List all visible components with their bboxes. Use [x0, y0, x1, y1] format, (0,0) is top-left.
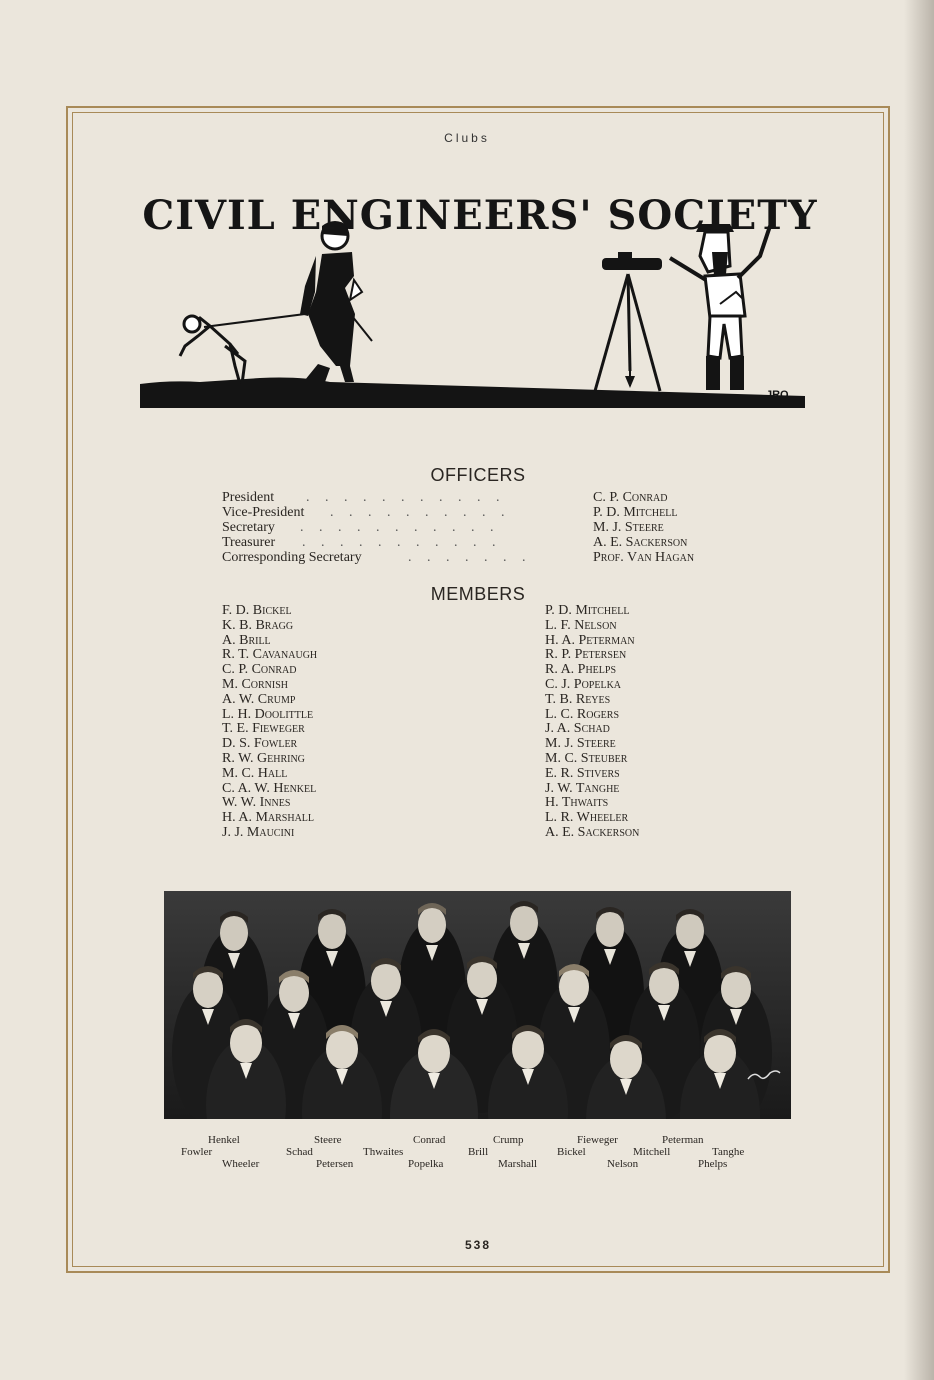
- caption-name: Thwaites: [363, 1146, 404, 1158]
- member-name: J. J. Maucini: [222, 824, 295, 840]
- woman-silhouette: [300, 221, 362, 382]
- members-heading: MEMBERS: [430, 584, 526, 604]
- member-name: C. A. W. Henkel: [222, 780, 317, 796]
- caption-name: Bickel: [557, 1146, 586, 1158]
- caption-name: Popelka: [408, 1158, 444, 1170]
- section-header: Clubs: [444, 131, 490, 145]
- members-list-right: [545, 604, 639, 841]
- member-name: M. C. Steuber: [545, 750, 628, 766]
- officer-title: Corresponding Secretary: [222, 550, 362, 565]
- leader-dots: . . . . . . .: [408, 550, 532, 565]
- member-name: M. Cornish: [222, 676, 289, 692]
- member-name: M. J. Steere: [545, 736, 616, 752]
- member-name: P. D. Mitchell: [545, 603, 630, 618]
- caption-name: Fowler: [181, 1146, 213, 1158]
- officer-name: Prof. Van Hagan: [593, 550, 695, 565]
- officer-title: Treasurer: [222, 535, 276, 550]
- caption-name: Peterman: [662, 1134, 704, 1146]
- member-name: W. W. Innes: [222, 795, 291, 811]
- officer-name: P. D. Mitchell: [593, 505, 678, 520]
- caption-name: Conrad: [413, 1134, 446, 1146]
- surveyor-level: [602, 252, 662, 270]
- member-name: J. A. Schad: [545, 721, 610, 737]
- officer-row: [222, 535, 742, 550]
- caption-name: Petersen: [316, 1158, 354, 1170]
- member-name: R. W. Gehring: [222, 750, 305, 766]
- member-name: T. E. Fieweger: [222, 721, 305, 737]
- officer-row: [222, 490, 742, 505]
- officer-name: C. P. Conrad: [593, 490, 668, 505]
- caption-name: Henkel: [208, 1134, 240, 1146]
- officer-row: [222, 505, 742, 520]
- member-name: D. S. Fowler: [222, 736, 298, 752]
- caption-name: Marshall: [498, 1158, 538, 1170]
- surveyor-silhouette: [670, 224, 770, 390]
- member-name: L. H. Doolittle: [222, 706, 314, 722]
- member-name: T. B. Reyes: [545, 691, 611, 707]
- member-name: M. C. Hall: [222, 765, 288, 781]
- officer-row: [222, 520, 742, 535]
- caption-name: Steere: [314, 1134, 342, 1146]
- page-number: 538: [464, 1238, 492, 1252]
- surveyor-tripod: [595, 274, 660, 391]
- officer-title: Secretary: [222, 520, 275, 535]
- page-edge-shadow: [904, 0, 934, 1380]
- member-name: H. A. Marshall: [222, 810, 315, 826]
- officer-row: [222, 550, 742, 565]
- member-name: K. B. Bragg: [222, 617, 294, 633]
- member-name: C. P. Conrad: [222, 662, 297, 678]
- member-name: F. D. Bickel: [222, 603, 292, 618]
- member-name: L. F. Nelson: [545, 617, 617, 633]
- caption-name: Fieweger: [577, 1134, 618, 1146]
- member-name: A. E. Sackerson: [545, 824, 640, 840]
- member-name: L. C. Rogers: [545, 706, 620, 722]
- member-name: E. R. Stivers: [545, 765, 620, 781]
- officer-name: A. E. Sackerson: [593, 535, 688, 550]
- page-title: CIVIL ENGINEERS' SOCIETY: [142, 192, 818, 239]
- caption-name: Mitchell: [633, 1146, 671, 1158]
- leader-dots: . . . . . . . . . . .: [302, 535, 502, 550]
- officer-name: M. J. Steere: [593, 520, 664, 535]
- leash: [204, 314, 305, 327]
- member-name: R. P. Petersen: [545, 647, 627, 663]
- caption-name: Tanghe: [712, 1146, 745, 1158]
- leader-dots: . . . . . . . . . .: [330, 505, 511, 520]
- leader-dots: . . . . . . . . . . .: [306, 490, 506, 505]
- member-name: A. Brill: [222, 632, 271, 648]
- member-name: H. Thwaits: [545, 795, 609, 811]
- member-name: H. A. Peterman: [545, 632, 635, 648]
- officer-title: Vice-President: [222, 505, 305, 520]
- cane: [352, 316, 372, 341]
- caption-name: Wheeler: [222, 1158, 260, 1170]
- caption-name: Schad: [286, 1146, 313, 1158]
- member-name: J. W. Tanghe: [545, 780, 620, 796]
- officer-title: President: [222, 490, 275, 505]
- caption-name: Brill: [468, 1146, 489, 1158]
- officers-heading: OFFICERS: [430, 465, 526, 485]
- member-name: C. J. Popelka: [545, 676, 622, 692]
- artist-initials: JRO: [766, 389, 789, 401]
- leader-dots: . . . . . . . . . . .: [300, 520, 500, 535]
- member-name: L. R. Wheeler: [545, 810, 629, 826]
- caption-name: Phelps: [698, 1158, 728, 1170]
- member-name: R. T. Cavanaugh: [222, 647, 318, 663]
- members-list-left: [222, 604, 317, 841]
- caption-name: Nelson: [607, 1158, 639, 1170]
- plumb-bob: [625, 376, 635, 388]
- member-name: A. W. Crump: [222, 691, 296, 707]
- member-name: R. A. Phelps: [545, 662, 617, 678]
- group-photograph: [164, 891, 791, 1119]
- caption-name: Crump: [493, 1134, 524, 1146]
